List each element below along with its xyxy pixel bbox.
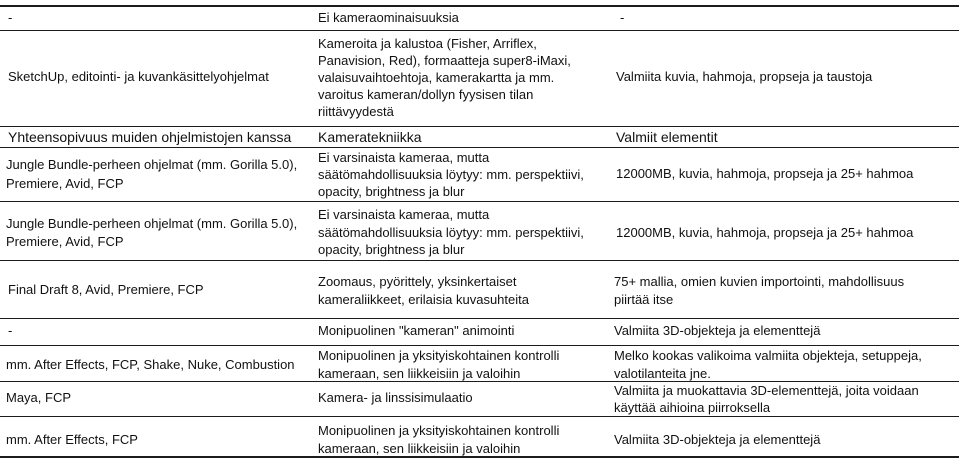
rule: [0, 126, 959, 127]
cell-software: Maya, FCP: [6, 390, 72, 405]
cell-software: mm. After Effects, FCP, Shake, Nuke, Combustion: [6, 357, 295, 372]
section-header: Valmiit elementit: [616, 129, 718, 145]
cell-camera: opacity, brightness ja blur: [318, 184, 465, 199]
cell-camera: varoitus kameran/dollyn fyysisen tilan: [318, 87, 534, 102]
cell-elements: 12000MB, kuvia, hahmoja, propseja ja 25+ hahmoa: [616, 166, 914, 181]
cell-elements: piirtää itse: [614, 292, 674, 307]
cell-software: -: [8, 10, 13, 25]
section-header: Kameratekniikka: [318, 129, 422, 145]
cell-elements: -: [620, 10, 625, 25]
cell-camera: Zoomaus, pyörittely, yksinkertaiset: [318, 274, 517, 289]
rule: [0, 201, 959, 202]
cell-camera: Ei varsinaista kameraa, mutta: [318, 150, 490, 165]
cell-camera: Kamera- ja linssisimulaatio: [318, 390, 473, 405]
cell-camera: Monipuolinen ja yksityiskohtainen kontrolli: [318, 423, 560, 438]
cell-software: Premiere, Avid, FCP: [6, 234, 124, 249]
cell-elements: 75+ mallia, omien kuvien importointi, mahdollisuus: [614, 274, 905, 289]
cell-elements: käyttää aihioina piirroksella: [614, 400, 771, 415]
cell-elements: valotilanteita jne.: [614, 366, 711, 381]
cell-elements: Valmiita 3D-objekteja ja elementtejä: [614, 432, 821, 447]
cell-elements: Valmiita kuvia, hahmoja, propseja ja taustoja: [616, 69, 873, 84]
cell-elements: Valmiita 3D-objekteja ja elementtejä: [614, 323, 821, 338]
cell-software: Jungle Bundle-perheen ohjelmat (mm. Gorilla 5.0),: [6, 216, 298, 231]
cell-camera: riittävyydestä: [318, 104, 394, 119]
cell-camera: Ei kameraominaisuuksia: [318, 10, 459, 25]
cell-camera: valaisuvaihtoehtoja, kamerakartta ja mm.: [318, 70, 555, 85]
cell-software: Final Draft 8, Avid, Premiere, FCP: [8, 282, 204, 297]
cell-camera: Monipuolinen ja yksityiskohtainen kontrolli: [318, 348, 560, 363]
cell-camera: kameraan, sen liikkeisiin ja valoihin: [318, 441, 521, 456]
cell-camera: opacity, brightness ja blur: [318, 242, 465, 257]
cell-camera: säätömahdollisuuksia löytyy: mm. perspektiivi,: [318, 225, 584, 240]
cell-software: SketchUp, editointi- ja kuvankäsittelyohjelmat: [8, 69, 269, 84]
cell-software: -: [8, 323, 13, 338]
cell-camera: Ei varsinaista kameraa, mutta: [318, 207, 490, 222]
cell-software: Premiere, Avid, FCP: [6, 176, 124, 191]
cell-software: mm. After Effects, FCP: [6, 432, 138, 447]
rule: [0, 30, 959, 31]
rule: [0, 345, 959, 346]
cell-camera: Kameroita ja kalustoa (Fisher, Arriflex,: [318, 36, 537, 51]
cell-camera: säätömahdollisuuksia löytyy: mm. perspektiivi,: [318, 167, 584, 182]
cell-camera: kameraan, sen liikkeisiin ja valoihin: [318, 366, 521, 381]
cell-camera: kameraliikkeet, erilaisia kuvasuhteita: [318, 292, 529, 307]
cell-camera: Monipuolinen "kameran" animointi: [318, 323, 515, 338]
cell-elements: 12000MB, kuvia, hahmoja, propseja ja 25+ hahmoa: [616, 225, 914, 240]
cell-software: Jungle Bundle-perheen ohjelmat (mm. Gorilla 5.0),: [6, 157, 298, 172]
section-header: Yhteensopivuus muiden ohjelmistojen kanssa: [8, 129, 292, 145]
cell-elements: Valmiita ja muokattavia 3D-elementtejä, joita voidaan: [614, 383, 919, 398]
cell-elements: Melko kookas valikoima valmiita objekteja, setuppeja,: [614, 348, 922, 363]
rule: [0, 260, 959, 261]
rule: [0, 5, 959, 7]
rule: [0, 318, 959, 319]
cell-camera: Panavision, Red), formaatteja super8-iMaxi,: [318, 53, 571, 68]
rule: [0, 416, 959, 417]
rule: [0, 147, 959, 148]
